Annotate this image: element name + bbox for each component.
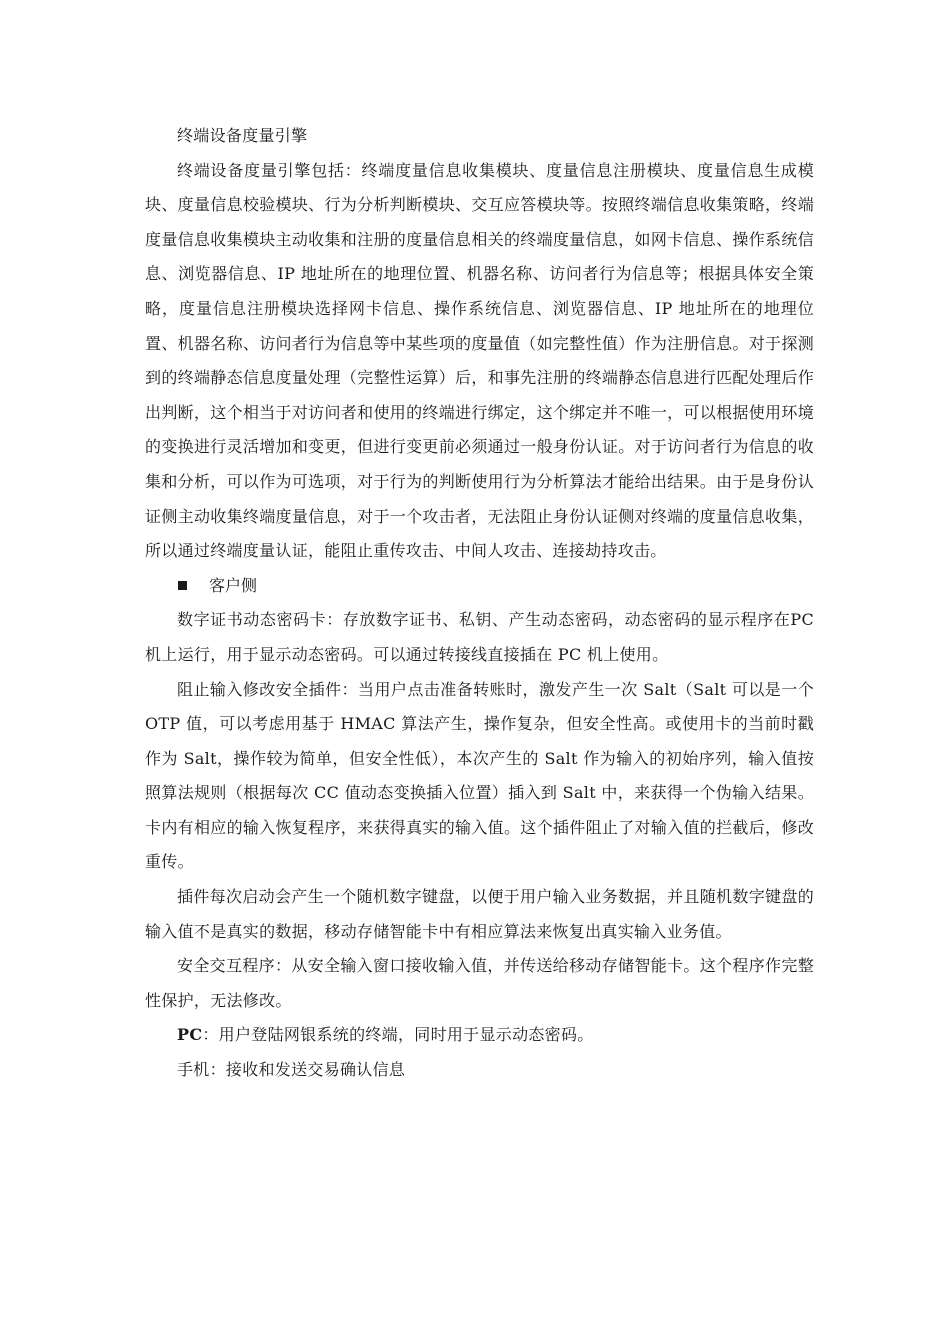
paragraph-input-plugin: 阻止输入修改安全插件：当用户点击准备转账时，激发产生一次 Salt（Salt 可以是一个 OTP 值，可以考虑用基于 HMAC 算法产生，操作复杂，但安全性高。或使用卡的当前时戳作为 Salt，操作较为简单，但安全性低），本次产生的 Salt 作为输入的初始序列，输入值按照算法规则（根据每次 CC 值动态变换插入位置）插入到 Salt 中，来获得一个伪输入结果。卡内有相应的输入恢复程序，来获得真实的输入值。这个插件阻止了对输入值的拦截后，修改重传。 bbox=[145, 679, 814, 872]
paragraph-engine-description: 终端设备度量引擎包括：终端度量信息收集模块、度量信息注册模块、度量信息生成模块、度量信息校验模块、行为分析判断模块、交互应答模块等。按照终端信息收集策略，终端度量信息收集模块主动收集和注册的度量信息相关的终端度量信息，如网卡信息、操作系统信息、浏览器信息、IP 地址所在的地理位置、机器名称、访问者行为信息等；根据具体安全策略，度量信息注册模块选择网卡信息、操作系统信息、浏览器信息、IP 地址所在的地理位置、机器名称、访问者行为信息等中某些项的度量值（如完整性值）作为注册信息。对于探测到的终端静态信息度量处理（完整性运算）后，和事先注册的终端静态信息进行匹配处理后作出判断，这个相当于对访问者和使用的终端进行绑定，这个绑定并不唯一，可以根据使用环境的变换进行灵活增加和变更，但进行变更前必须通过一般身份认证。对于访问者行为信息的收集和分析，可以作为可选项，对于行为的判断使用行为分析算法才能给出结果。由于是身份认证侧主动收集终端度量信息，对于一个攻击者，无法阻止身份认证侧对终端的度量信息收集，所以通过终端度量认证，能阻止重传攻击、中间人攻击、连接劫持攻击。 bbox=[145, 160, 814, 561]
square-bullet-icon bbox=[178, 581, 187, 590]
section-title: 终端设备度量引擎 bbox=[177, 126, 308, 145]
paragraph-phone: 手机：接收和发送交易确认信息 bbox=[177, 1060, 406, 1080]
paragraph-secure-interaction: 安全交互程序：从安全输入窗口接收输入值，并传送给移动存储智能卡。这个程序作完整性保护，无法修改。 bbox=[145, 956, 814, 1010]
bullet-label: 客户侧 bbox=[209, 575, 258, 595]
bullet-client-side bbox=[145, 569, 814, 604]
paragraph-random-keyboard: 插件每次启动会产生一个随机数字键盘，以便于用户输入业务数据，并且随机数字键盘的输入值不是真实的数据，移动存储智能卡中有相应算法来恢复出真实输入业务值。 bbox=[145, 887, 814, 941]
pc-label: PC bbox=[177, 1025, 203, 1045]
paragraph-dynamic-password-card: 数字证书动态密码卡：存放数字证书、私钥、产生动态密码，动态密码的显示程序在PC 机上运行，用于显示动态密码。可以通过转接线直接插在 PC 机上使用。 bbox=[145, 610, 814, 664]
pc-description: ：用户登陆网银系统的终端，同时用于显示动态密码。 bbox=[202, 1025, 594, 1045]
paragraph-pc bbox=[145, 1018, 814, 1053]
